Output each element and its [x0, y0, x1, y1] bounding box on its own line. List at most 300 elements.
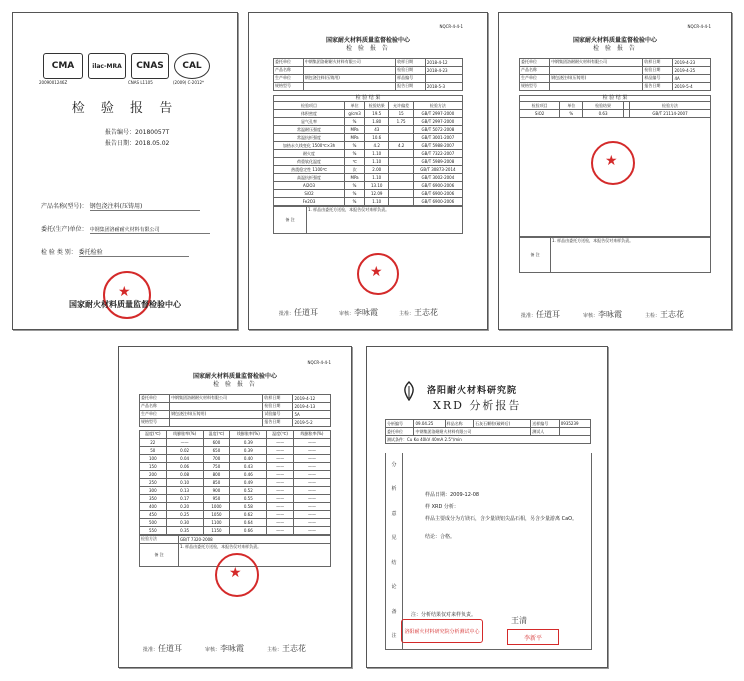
table-cell: 0.25 [166, 510, 203, 518]
table-cell: % [345, 190, 365, 198]
expansion-table [139, 430, 331, 535]
table-cell: % [345, 182, 365, 190]
table-cell [389, 190, 413, 198]
analysis-no-label: 分析编号 [386, 420, 414, 428]
table-cell: 0.40 [230, 454, 267, 462]
meta-table [139, 394, 331, 427]
table-cell: 4.2 [389, 142, 413, 150]
meta-value: 中钢集团洛耐耐火材料有限公司 [170, 394, 263, 402]
table-cell: 体积密度 [274, 110, 345, 118]
table-cell [389, 134, 413, 142]
table-cell: 1.10 [365, 158, 389, 166]
meta-label: 委托单位 [274, 58, 304, 66]
table-cell: Fe2O3 [274, 198, 345, 206]
column-header: 检验方法 [630, 102, 711, 110]
table-cell: 加热永久线变化 1500℃×3h [274, 142, 345, 150]
inspector-name: 王志花 [660, 310, 685, 319]
approver-signature [279, 307, 318, 318]
sample-date: 样品日期：2009-12-08 [425, 492, 480, 498]
table-cell: 850 [203, 478, 230, 486]
table-cell: 2.00 [365, 166, 389, 174]
inspector-label: 主检： [399, 311, 415, 317]
meta-value [170, 402, 263, 410]
report-date [105, 140, 169, 147]
meta-value: 2019-4-25 [673, 66, 711, 74]
meta-label: 检验日期 [263, 402, 293, 410]
table-cell: —— [267, 478, 294, 486]
footer-note: 注：分析结果仅对来样负责。 [411, 612, 477, 618]
table-cell: 750 [203, 462, 230, 470]
form-code: NQCR-4-4-1 [307, 360, 331, 365]
approver-signature [521, 309, 560, 320]
side-label: 结 [391, 559, 397, 566]
table-cell: —— [293, 454, 330, 462]
reviewer-name: 李咏霞 [598, 310, 623, 319]
table-cell: GB/T 3001-2007 [413, 134, 462, 142]
analyst-signature: 王清 [511, 616, 527, 625]
table-row [140, 518, 331, 526]
table-cell: 250 [140, 478, 167, 486]
table-cell: Al2O3 [274, 182, 345, 190]
client-label: 委托(生产)单位： [41, 226, 88, 233]
table-cell: 显气孔率 [274, 118, 345, 126]
product-label: 产品名称(型号)： [41, 203, 88, 210]
table-cell: —— [293, 438, 330, 446]
column-header: 线膨胀率(%) [230, 430, 267, 438]
analyst-label: 测试人 [531, 428, 559, 436]
table-cell: SiO2 [274, 190, 345, 198]
client-value: 中钢集团洛耐耐火材料有限公司 [414, 428, 531, 436]
table-cell: 22 [140, 438, 167, 446]
meta-row [520, 66, 711, 74]
table-cell: 0.02 [166, 446, 203, 454]
table-cell: 300 [140, 486, 167, 494]
table-cell: % [345, 142, 365, 150]
table-cell: 650 [203, 446, 230, 454]
cnas-logo [131, 53, 169, 79]
column-header: 检验方法 [413, 102, 462, 110]
table-cell: —— [267, 454, 294, 462]
inspection-report-results [248, 12, 488, 330]
xrd-meta-table [385, 419, 591, 444]
table-cell: 950 [203, 494, 230, 502]
meta-label: 样品编号 [396, 74, 426, 82]
remark-text: 1. 样品由委托方送检，本报告仅对来样负责。 [551, 238, 711, 273]
approver-label: 批准： [143, 647, 159, 653]
table-cell: —— [267, 510, 294, 518]
table-cell: —— [267, 462, 294, 470]
approval-stamp-text: 李新平 [523, 634, 542, 642]
table-cell: GB/T 3002-2004 [413, 174, 462, 182]
table-cell: 350 [140, 494, 167, 502]
table-cell: 0.63 [583, 110, 623, 118]
table-row [140, 438, 331, 446]
table-cell: 100 [140, 454, 167, 462]
table-cell: 0.49 [230, 478, 267, 486]
report-title: 检 验 报 告 [213, 380, 257, 388]
table-row [274, 142, 463, 150]
side-label: 分 [391, 461, 397, 468]
meta-label: 规格型号 [520, 82, 550, 90]
sample-no-label: 送样编号 [531, 420, 559, 428]
logo-code-1: 2009001246Z [39, 80, 68, 85]
reviewer-name: 李咏霞 [354, 308, 379, 317]
remark-table [273, 206, 463, 234]
table-cell: —— [293, 510, 330, 518]
table-cell: 0.46 [230, 470, 267, 478]
remark-label: 备 注 [274, 207, 307, 234]
column-header: 检验结果 [583, 102, 623, 110]
table-cell: GB/T 5989-2008 [413, 158, 462, 166]
meta-value: 钢包浇注料(压铸用) [303, 74, 395, 82]
meta-value: 中钢集团洛耐耐火材料有限公司 [550, 58, 643, 66]
meta-label: 试验编号 [263, 410, 293, 418]
table-row [140, 446, 331, 454]
table-cell [389, 174, 413, 182]
method-row [140, 535, 331, 543]
table-cell: 0.17 [166, 494, 203, 502]
seal-star-icon: ★ [605, 153, 618, 169]
table-cell: —— [293, 526, 330, 534]
table-cell: 0.52 [230, 486, 267, 494]
table-cell [389, 126, 413, 134]
table-cell: —— [293, 486, 330, 494]
meta-label: 产品名称 [274, 66, 304, 74]
table-cell: 1.80 [365, 118, 389, 126]
meta-label: 收样日期 [263, 394, 293, 402]
inspector-signature [267, 643, 306, 654]
table-cell: GB/T 7322-2007 [413, 150, 462, 158]
cnas-logo-text: CNAS [136, 61, 164, 71]
table-cell: 13.10 [365, 182, 389, 190]
table-cell: 0.58 [230, 502, 267, 510]
table-row [274, 134, 463, 142]
table-cell: 1.10 [365, 198, 389, 206]
center-header: 国家耐火材料质量监督检验中心 [572, 37, 657, 45]
approval-stamp [507, 629, 559, 645]
results-title: 检 验 结 果 [519, 95, 711, 102]
meta-label: 检验日期 [643, 66, 673, 74]
meta-value [303, 82, 395, 90]
results-table [273, 101, 463, 206]
table-cell: 0.39 [230, 446, 267, 454]
meta-label: 生产单位 [274, 74, 304, 82]
table-row [140, 510, 331, 518]
table-cell [389, 150, 413, 158]
report-no-value: 20180057T [135, 129, 170, 136]
form-code: NQCR-4-4-1 [687, 24, 711, 29]
meta-row [140, 418, 331, 426]
stamp-text: 洛阳耐火材料研究院分析测试中心 [404, 628, 480, 635]
table-cell: —— [267, 486, 294, 494]
meta-row [140, 402, 331, 410]
center-header: 国家耐火材料质量监督检验中心 [192, 373, 277, 381]
table-cell: 12.09 [365, 190, 389, 198]
table-cell: 0.08 [166, 470, 203, 478]
meta-value: 2018-4-23 [425, 66, 462, 74]
table-cell: 0.06 [166, 462, 203, 470]
type-row [41, 249, 221, 257]
table-cell: GB/T 5072-2008 [413, 126, 462, 134]
cal-logo [174, 53, 210, 79]
table-row [140, 454, 331, 462]
table-row [274, 182, 463, 190]
table-row [140, 478, 331, 486]
column-header: 检验项目 [520, 102, 560, 110]
table-row [274, 150, 463, 158]
approver-name: 任道耳 [536, 310, 561, 319]
inspector-signature [645, 309, 684, 320]
table-cell: 1.10 [365, 150, 389, 158]
report-title: 检 验 报 告 [346, 44, 390, 52]
ilac-logo-text: ilac-MRA [92, 62, 122, 70]
cma-logo [43, 53, 83, 79]
approver-signature [143, 643, 182, 654]
column-header: 检验项目 [274, 102, 345, 110]
meta-label: 产品名称 [140, 402, 170, 410]
meta-label: 规格型号 [140, 418, 170, 426]
table-cell: 400 [140, 502, 167, 510]
meta-value: 4A [673, 74, 711, 82]
product-row [41, 203, 221, 211]
inspector-signature [399, 307, 438, 318]
meta-label: 报告日期 [263, 418, 293, 426]
side-label: 备 [391, 608, 397, 615]
table-row [140, 470, 331, 478]
meta-row [520, 82, 711, 90]
method-value: GB/T 7320-2008 [179, 535, 331, 543]
table-cell [389, 158, 413, 166]
table-cell: 1100 [203, 518, 230, 526]
logo-code-3: (2009) C-2012* [173, 80, 204, 85]
table-cell: 0.64 [230, 518, 267, 526]
table-cell: 1.10 [365, 174, 389, 182]
table-cell: —— [267, 438, 294, 446]
table-cell: 耐火度 [274, 150, 345, 158]
table-cell: 常温抗折强度 [274, 134, 345, 142]
table-cell: 荷重软化温度 [274, 158, 345, 166]
header-row [274, 102, 463, 110]
table-cell: —— [293, 478, 330, 486]
meta-label: 样品编号 [643, 74, 673, 82]
table-cell: —— [267, 526, 294, 534]
meta-value: 2019-4-12 [293, 394, 331, 402]
reviewer-label: 审核： [205, 647, 221, 653]
reviewer-signature [339, 307, 378, 318]
report-cover [12, 12, 238, 330]
header-row [520, 102, 711, 110]
remark-row [520, 238, 711, 273]
table-cell: % [345, 198, 365, 206]
table-cell: 次 [345, 166, 365, 174]
inspector-name: 王志花 [414, 308, 439, 317]
meta-row [274, 74, 463, 82]
remark-text: 1. 样品由委托方送检，本报告仅对来样负责。 [179, 543, 331, 566]
meta-label: 规格型号 [274, 82, 304, 90]
meta-label: 生产单位 [520, 74, 550, 82]
table-cell: GB/T 6900-2006 [413, 182, 462, 190]
page-title: 检 验 报 告 [71, 101, 179, 116]
meta-row [140, 410, 331, 418]
sample-no-value: 0935239 [559, 420, 590, 428]
inspection-report-expansion [118, 346, 352, 668]
seal-star-icon: ★ [118, 284, 131, 300]
table-cell: 热震稳定性 1100℃ [274, 166, 345, 174]
meta-value: 2018-5-3 [425, 82, 462, 90]
meta-row [520, 74, 711, 82]
meta-value [425, 74, 462, 82]
cma-logo-text: CMA [51, 61, 75, 71]
table-cell: 0.30 [166, 518, 203, 526]
table-cell: GB/T 2997-2000 [413, 118, 462, 126]
column-header: 允许偏差 [389, 102, 413, 110]
table-cell: 800 [203, 470, 230, 478]
table-cell: —— [293, 446, 330, 454]
center-name-footer: 国家耐火材料质量监督检验中心 [69, 300, 181, 309]
remark-text: 1. 样品由委托方送检，本报告仅对来样负责。 [307, 207, 463, 234]
table-cell: 200 [140, 470, 167, 478]
client-row [41, 226, 231, 234]
table-cell: 高温抗折强度 [274, 174, 345, 182]
table-cell: 1050 [203, 510, 230, 518]
form-code: NQCR-4-4-1 [439, 24, 463, 29]
side-label: 见 [391, 535, 397, 541]
table-cell: 1000 [203, 502, 230, 510]
table-cell: 0.62 [230, 510, 267, 518]
table-cell: 1150 [203, 526, 230, 534]
type-value: 委托检验 [79, 249, 189, 257]
meta-row [140, 394, 331, 402]
meta-value: 中钢集团洛耐耐火材料有限公司 [303, 58, 395, 66]
table-cell: 500 [140, 518, 167, 526]
table-cell: —— [267, 494, 294, 502]
results-title: 检 验 结 果 [273, 95, 463, 102]
table-cell: 0.43 [230, 462, 267, 470]
meta-label: 报告日期 [643, 82, 673, 90]
table-row [274, 158, 463, 166]
meta-value: 钢包浇注料(压铸用) [170, 410, 263, 418]
report-no [105, 129, 169, 136]
meta-label: 产品名称 [520, 66, 550, 74]
table-cell: GB/T 21114-2007 [630, 110, 711, 118]
inspector-name: 王志花 [282, 644, 307, 653]
column-header: 单位 [560, 102, 583, 110]
table-cell: GB/T 30873-2014 [413, 166, 462, 174]
table-cell [389, 182, 413, 190]
table-cell: 0.39 [230, 438, 267, 446]
table-cell: 150 [140, 462, 167, 470]
table-cell: —— [166, 438, 203, 446]
table-cell: 1.75 [389, 118, 413, 126]
table-row [140, 462, 331, 470]
table-row [140, 494, 331, 502]
inspection-report-chemistry [498, 12, 732, 330]
table-cell: % [345, 150, 365, 158]
meta-row [274, 58, 463, 66]
table-cell: % [345, 118, 365, 126]
meta-row [274, 66, 463, 74]
table-cell: 0.10 [166, 478, 203, 486]
table-row [520, 110, 711, 118]
report-title: 检 验 报 告 [593, 44, 637, 52]
table-cell: 0.13 [166, 486, 203, 494]
institute-logo-icon [401, 381, 417, 401]
seal-star-icon: ★ [229, 565, 242, 581]
remark-label: 备 注 [140, 543, 179, 566]
center-header: 国家耐火材料质量监督检验中心 [325, 37, 410, 45]
reviewer-signature [583, 309, 622, 320]
table-row [274, 118, 463, 126]
approver-name: 任道耳 [294, 308, 319, 317]
table-cell: 4.2 [365, 142, 389, 150]
table-cell: 19.5 [365, 110, 389, 118]
table-cell: —— [293, 518, 330, 526]
table-cell: 450 [140, 510, 167, 518]
meta-value [550, 82, 643, 90]
test-conditions: 测试条件：Cu Kα 40kV 40mA 2.5°/min [386, 436, 591, 444]
seal-star-icon: ★ [370, 264, 383, 280]
analyst-value [559, 428, 590, 436]
reviewer-name: 李咏霞 [220, 644, 245, 653]
table-cell: GB/T 6900-2006 [413, 190, 462, 198]
reviewer-signature [205, 643, 244, 654]
table-cell [389, 198, 413, 206]
column-header: 温度(℃) [267, 430, 294, 438]
table-cell: 常温耐压强度 [274, 126, 345, 134]
meta-row [274, 82, 463, 90]
meta-value: 2019-5-4 [673, 82, 711, 90]
table-cell: —— [293, 470, 330, 478]
column-header: 线膨胀率(%) [293, 430, 330, 438]
report-date-value: 2018.05.02 [135, 140, 170, 147]
table-cell: 0.35 [166, 526, 203, 534]
table-row [274, 110, 463, 118]
table-cell: MPa [345, 134, 365, 142]
column-header: 温度(℃) [203, 430, 230, 438]
table-cell [389, 166, 413, 174]
table-cell: —— [267, 470, 294, 478]
meta-label: 委托单位 [140, 394, 170, 402]
table-row [140, 526, 331, 534]
xrd-analysis-report [366, 346, 608, 668]
meta-label: 收样日期 [396, 58, 426, 66]
meta-value: 2019-4-13 [293, 402, 331, 410]
table-cell: SiO2 [520, 110, 560, 118]
meta-row-3 [386, 436, 591, 444]
meta-value [170, 418, 263, 426]
meta-value: 5A [293, 410, 331, 418]
table-cell: —— [293, 494, 330, 502]
table-cell: % [560, 110, 583, 118]
type-label: 检 验 类 别： [41, 249, 77, 256]
ilac-logo [88, 53, 126, 79]
header-row [140, 430, 331, 438]
table-cell: GB/T 5988-2007 [413, 142, 462, 150]
sample-name-label: 样品名称 [445, 420, 473, 428]
table-cell: —— [267, 518, 294, 526]
finding-text: 样品主要成分为方镁石，含少量镁铝尖晶石相，另含少量游离 CaO。 [425, 516, 578, 522]
table-cell: 43 [365, 126, 389, 134]
table-row [140, 486, 331, 494]
table-cell: MPa [345, 174, 365, 182]
client-label: 委托单位 [386, 428, 414, 436]
meta-table [519, 58, 711, 91]
report-title: XRD 分析报告 [433, 399, 522, 412]
table-cell: 0.20 [166, 502, 203, 510]
table-cell: 0.66 [230, 526, 267, 534]
side-label: 析 [391, 486, 397, 492]
meta-label: 委托单位 [520, 58, 550, 66]
